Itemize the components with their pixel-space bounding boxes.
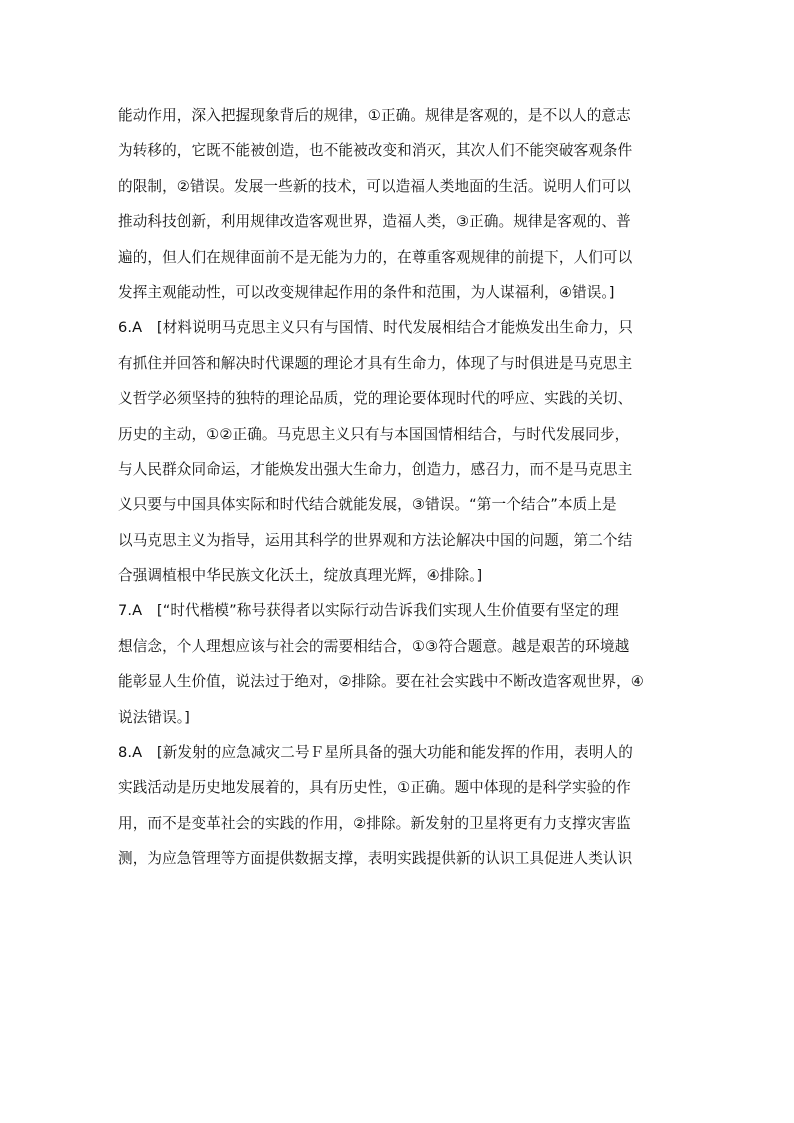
text-line: 合强调植根中华民族文化沃土，绽放真理光辉，④排除。] [118, 567, 483, 585]
text-line: 能动作用，深入把握现象背后的规律，①正确。规律是客观的，是不以人的意志 [118, 107, 631, 124]
text-line: 为转移的，它既不能被创造，也不能被改变和消灭，其次人们不能突破客观条件 [118, 142, 633, 160]
text-line: 发挥主观能动性，可以改变规律起作用的条件和范围，为人谋福利，④错误。] [118, 283, 615, 301]
text-line: 用，而不是变革社会的实践的作用，②排除。新发射的卫星将更有力支撑灾害监 [118, 814, 631, 832]
question-8-answer-line: 8.A [新发射的应急减灾二号Ｆ星所具备的强大功能和能发挥的作用，表明人的 [118, 744, 633, 762]
text-line: 有抓住并回答和解决时代课题的理论才具有生命力，体现了与时俱进是马克思主 [118, 354, 633, 372]
text-line: 的限制，②错误。发展一些新的技术，可以造福人类地面的生活。说明人们可以 [118, 177, 631, 195]
text-line: 历史的主动，①②正确。马克思主义只有与本国国情相结合，与时代发展同步， [118, 425, 630, 443]
text-line: 推动科技创新，利用规律改造客观世界，造福人类，③正确。规律是客观的、普 [118, 213, 631, 231]
text-line: 遍的，但人们在规律面前不是无能为力的，在尊重客观规律的前提下，人们可以 [118, 248, 633, 266]
question-6-answer-line: 6.A [材料说明马克思主义只有与国情、时代发展相结合才能焕发出生命力，只 [118, 319, 633, 337]
text-line: 义只要与中国具体实际和时代结合就能发展，③错误。“第一个结合”本质上是 [118, 496, 617, 514]
text-line: 想信念，个人理想应该与社会的需要相结合，①③符合题意。越是艰苦的环境越 [118, 637, 630, 655]
text-line: 说法错误。] [118, 708, 190, 726]
text-line: 能彰显人生价值，说法过于绝对，②排除。要在社会实践中不断改造客观世界，④ [118, 673, 644, 691]
text-line: 与人民群众同命运，才能焕发出强大生命力，创造力，感召力，而不是马克思主 [118, 460, 633, 478]
text-line: 以马克思主义为指导，运用其科学的世界观和方法论解决中国的问题，第二个结 [118, 531, 633, 549]
question-7-answer-line: 7.A [“时代楷模”称号获得者以实际行动告诉我们实现人生价值要有坚定的理 [118, 602, 619, 620]
answer-explanation-text [118, 98, 688, 877]
text-line: 测，为应急管理等方面提供数据支撑，表明实践提供新的认识工具促进人类认识 [118, 850, 633, 868]
text-line: 义哲学必须坚持的独特的理论品质，党的理论要体现时代的呼应、实践的关切、 [118, 390, 633, 408]
text-line: 实践活动是历史地发展着的，具有历史性，①正确。题中体现的是科学实验的作 [118, 779, 631, 797]
